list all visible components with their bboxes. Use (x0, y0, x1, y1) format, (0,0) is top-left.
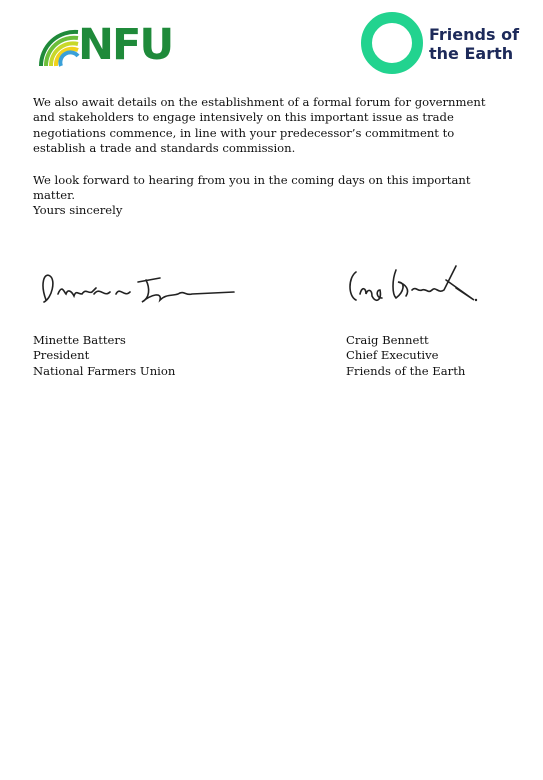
signatory-org: Friends of the Earth (346, 363, 466, 378)
signatory-role: Chief Executive (346, 348, 439, 363)
signatory-block-foe (346, 333, 465, 379)
signatory-org: National Farmers Union (33, 363, 176, 378)
nfu-rainbow-icon (38, 26, 82, 68)
signatory-block-nfu (33, 333, 175, 379)
nfu-logo-text: NFU (78, 20, 173, 70)
signatory-name: Minette Batters (33, 333, 126, 347)
signatory-role: President (33, 348, 90, 363)
body-paragraph-1: We also await details on the establishment of a formal forum for government and stakeholders to engage intensively on this important issue as trade negotiations commence, in line with your predecessor’s commitment to establish a trade and standards commission. (33, 95, 486, 155)
signatory-name: Craig Bennett (346, 333, 429, 347)
friends-of-the-earth-logo (361, 12, 526, 76)
foe-logo-line1: Friends of (429, 25, 520, 44)
signature-craig-bennett (346, 260, 481, 310)
body-paragraph-2: We look forward to hearing from you in the coming days on this important matter. (33, 173, 471, 203)
foe-logo-text (429, 25, 519, 63)
signature-minette-batters (38, 264, 238, 309)
foe-ring-icon (361, 12, 423, 74)
nfu-logo (38, 20, 183, 70)
closing-line: Yours sincerely (33, 203, 123, 217)
foe-logo-line2: the Earth (429, 44, 514, 63)
